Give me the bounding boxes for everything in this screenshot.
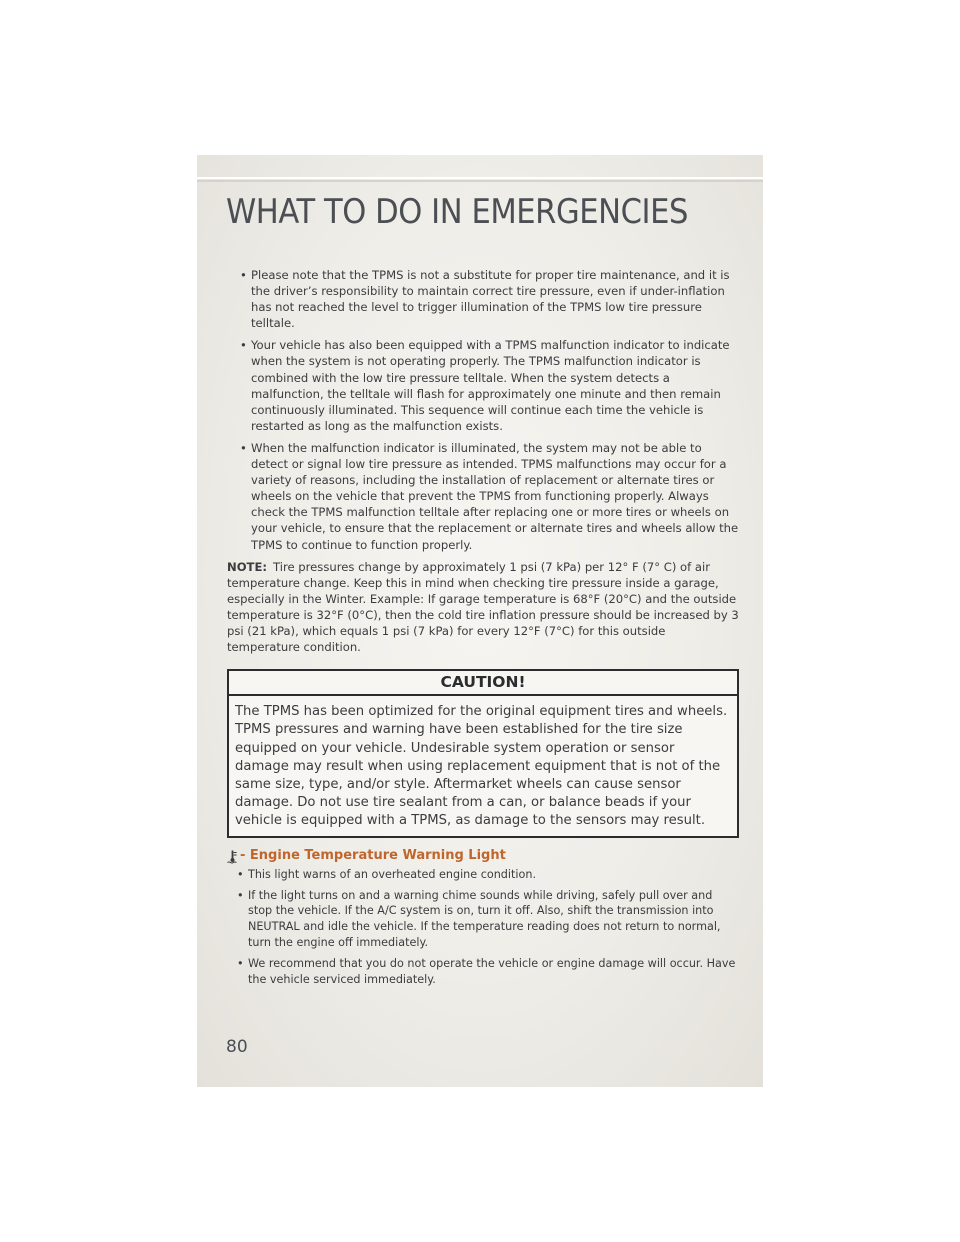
- list-item-text: Please note that the TPMS is not a substitute for proper tire maintenance, and it is the driver’s responsibility to maintain correct tire pressure, even if under-inflation has not reached the level to trigger illumination of the TPMS low tire pressure telltale.: [251, 268, 730, 331]
- list-item: [227, 867, 739, 883]
- page-number: 80: [226, 1037, 248, 1057]
- list-item-text: If the light turns on and a warning chime sounds while driving, safely pull over and stop the vehicle. If the A/C system is on, turn it off. Also, shift the transmission into NEUTRAL and idle the vehicle. If the temperature reading does not return to normal, turn the engine off immediately.: [248, 888, 721, 949]
- list-item: [227, 337, 739, 434]
- list-item: [227, 956, 739, 988]
- caution-heading: CAUTION!: [229, 671, 737, 696]
- note-label: NOTE:: [227, 559, 268, 574]
- bullet-icon: •: [237, 888, 244, 902]
- tpms-bullet-list: [227, 267, 739, 553]
- list-item: [227, 888, 739, 951]
- list-item-text: When the malfunction indicator is illuminated, the system may not be able to detect or signal low tire pressure as intended. TPMS malfunctions may occur for a variety of reasons, including the installation of replacement or alternate tires or wheels on the vehicle that prevent the TPMS from functioning properly. Always check the TPMS malfunction telltale after replacing one or more tires or wheels on your vehicle, to ensure that the replacement or alternate tires and wheels allow the TPMS to continue to function properly.: [251, 440, 739, 552]
- engine-temperature-icon: [227, 850, 238, 864]
- list-item: [227, 267, 739, 331]
- caution-box: [227, 669, 739, 838]
- engine-temp-heading-text: - Engine Temperature Warning Light: [240, 847, 506, 863]
- caution-body: The TPMS has been optimized for the original equipment tires and wheels. TPMS pressures and warning have been established for the tire size equipped on your vehicle. Undesirable system operation or sensor damage may result when using replacement equipment that is not of the same size, type, and/or style. Aftermarket wheels can cause sensor damage. Do not use tire sealant from a can, or balance beads if your vehicle is equipped with a TPMS, as damage to the sensors may result.: [235, 704, 728, 829]
- page-content: [227, 267, 739, 992]
- note-text: Tire pressures change by approximately 1 psi (7 kPa) per 12° F (7° C) of air temperature change. Keep this in mind when checking tire pressure inside a garage, especially in the Winter. Example: If garage temperature is 68°F (20°C) and the outside temperature is 32°F (0°C), then the cold tire inflation pressure should be increased by 3 psi (21 kPa), which equals 1 psi (7 kPa) for every 12°F (7°C) for this outside temperature condition.: [227, 559, 739, 655]
- engine-temp-heading: [227, 848, 739, 864]
- section-title: WHAT TO DO IN EMERGENCIES: [226, 192, 688, 232]
- bullet-icon: •: [240, 440, 247, 455]
- bullet-icon: •: [240, 338, 247, 353]
- list-item-text: Your vehicle has also been equipped with a TPMS malfunction indicator to indicate when the system is not operating properly. The TPMS malfunction indicator is combined with the low tire pressure telltale. When the system detects a malfunction, the telltale will flash for approximately one minute and then remain continuously illuminated. This sequence will continue each time the vehicle is restarted as long as the malfunction exists.: [251, 338, 730, 433]
- list-item: [227, 440, 739, 553]
- bullet-icon: •: [237, 956, 244, 970]
- engine-temp-bullet-list: [227, 867, 739, 988]
- bullet-icon: •: [240, 268, 247, 282]
- note-paragraph: [227, 559, 739, 656]
- manual-page: [197, 155, 763, 1087]
- header-rule: [197, 177, 763, 179]
- bullet-icon: •: [237, 867, 244, 881]
- list-item-text: This light warns of an overheated engine condition.: [248, 867, 536, 881]
- list-item-text: We recommend that you do not operate the vehicle or engine damage will occur. Have the vehicle serviced immediately.: [248, 956, 736, 986]
